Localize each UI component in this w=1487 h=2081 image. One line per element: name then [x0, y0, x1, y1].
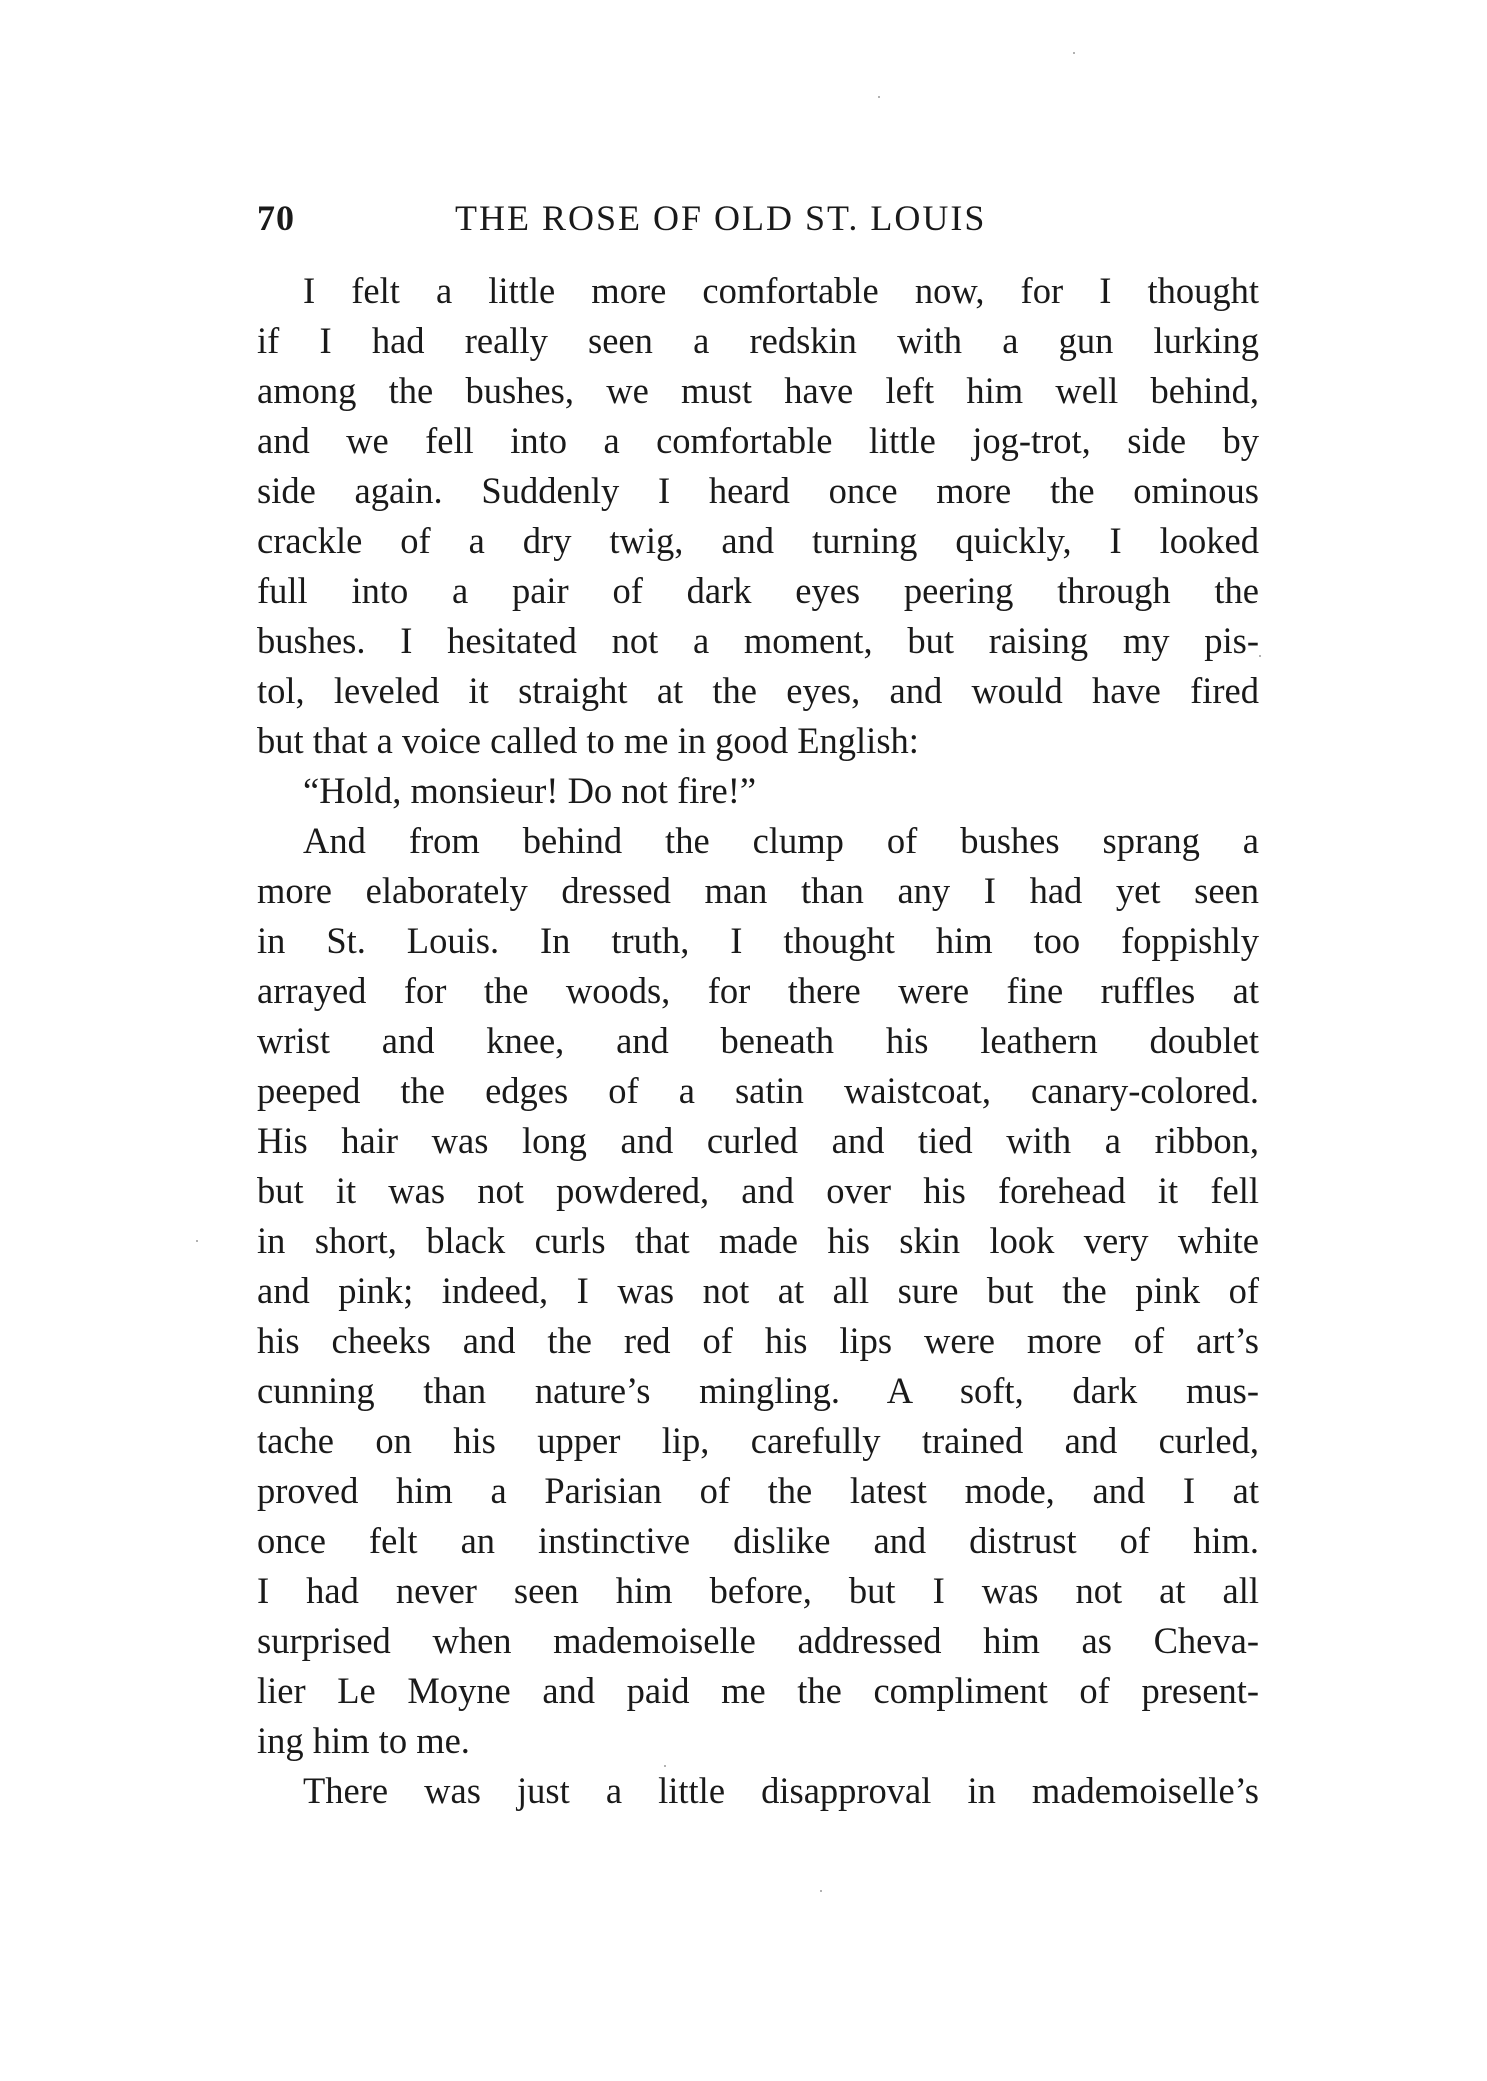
text-line: There was just a little disapproval in mademoiselle’s [303, 1770, 1259, 1811]
text-line: wrist and knee, and beneath his leathern doublet [257, 1020, 1259, 1061]
text-line: if I had really seen a redskin with a gun lurking [257, 320, 1259, 361]
text-line: surprised when mademoiselle addressed him as Cheva- [257, 1620, 1259, 1661]
scan-speck [1073, 52, 1075, 54]
text-line: his cheeks and the red of his lips were more of art’s [257, 1320, 1259, 1361]
running-title: THE ROSE OF OLD ST. LOUIS [455, 198, 987, 238]
text-line: among the bushes, we must have left him well behind, [257, 370, 1259, 411]
text-line: but it was not powdered, and over his forehead it fell [257, 1170, 1259, 1211]
body-text [257, 266, 1259, 1816]
text-line: crackle of a dry twig, and turning quickly, I looked [257, 520, 1259, 561]
text-line: and pink; indeed, I was not at all sure but the pink of [257, 1270, 1259, 1311]
page-header [257, 193, 1259, 243]
text-line: “Hold, monsieur! Do not fire!” [303, 770, 757, 811]
text-line: and we fell into a comfortable little jog-trot, side by [257, 420, 1259, 461]
text-line: full into a pair of dark eyes peering through the [257, 570, 1259, 611]
text-line: And from behind the clump of bushes sprang a [303, 820, 1259, 861]
text-line: in St. Louis. In truth, I thought him too foppishly [257, 920, 1259, 961]
page-number: 70 [257, 198, 295, 238]
text-line: side again. Suddenly I heard once more the ominous [257, 470, 1259, 511]
text-line: tol, leveled it straight at the eyes, and would have fired [257, 670, 1259, 711]
scan-speck [820, 1890, 822, 1892]
text-line: cunning than nature’s mingling. A soft, dark mus- [257, 1370, 1259, 1411]
text-line: but that a voice called to me in good English: [257, 720, 919, 761]
text-line: peeped the edges of a satin waistcoat, canary-colored. [257, 1070, 1259, 1111]
scan-speck [1259, 655, 1261, 657]
text-line: proved him a Parisian of the latest mode, and I at [257, 1470, 1259, 1511]
text-line: in short, black curls that made his skin look very white [257, 1220, 1259, 1261]
text-line: more elaborately dressed man than any I had yet seen [257, 870, 1259, 911]
scan-speck [196, 1240, 198, 1242]
scan-speck [664, 1765, 666, 1767]
text-line: I felt a little more comfortable now, for I thought [303, 270, 1259, 311]
text-line: tache on his upper lip, carefully trained and curled, [257, 1420, 1259, 1461]
text-line: His hair was long and curled and tied with a ribbon, [257, 1120, 1259, 1161]
text-line: arrayed for the woods, for there were fine ruffles at [257, 970, 1259, 1011]
text-line: I had never seen him before, but I was not at all [257, 1570, 1259, 1611]
scan-speck [878, 96, 880, 98]
text-line: lier Le Moyne and paid me the compliment of present- [257, 1670, 1259, 1711]
text-line: bushes. I hesitated not a moment, but raising my pis- [257, 620, 1259, 661]
text-line: ing him to me. [257, 1720, 470, 1761]
text-line: once felt an instinctive dislike and distrust of him. [257, 1520, 1259, 1561]
